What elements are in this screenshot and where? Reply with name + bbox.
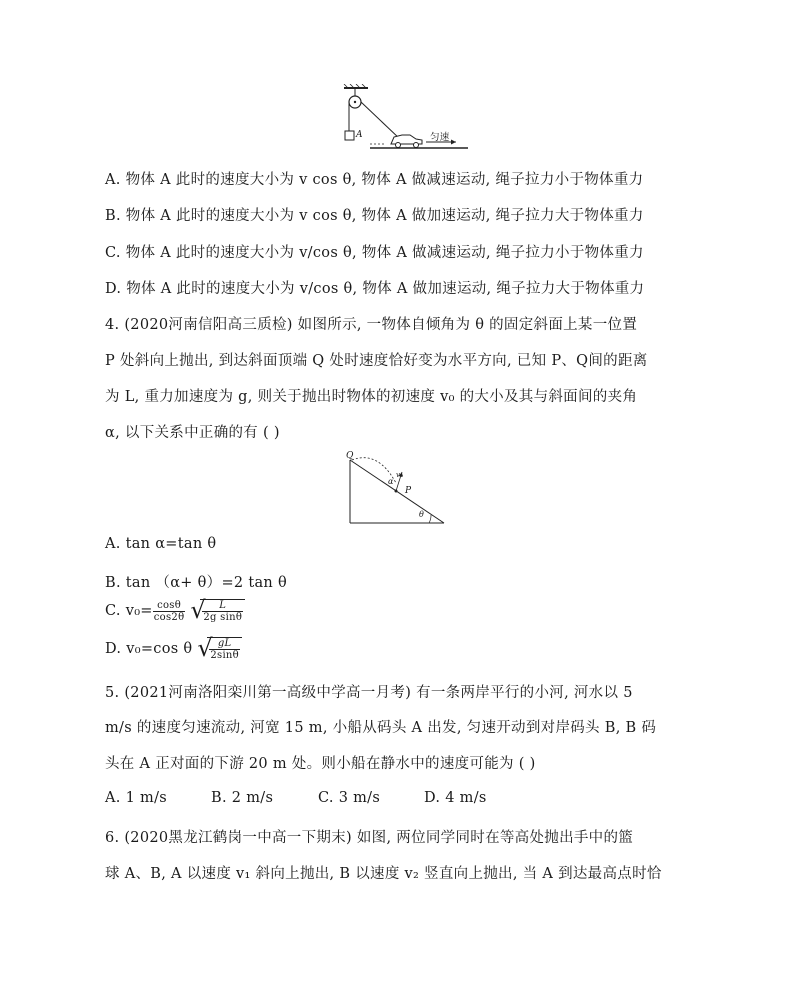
q4-option-d-rad-num: gL xyxy=(209,638,240,650)
q4-option-c-rad-num: L xyxy=(202,600,243,612)
q4-option-d xyxy=(105,634,242,662)
q4-option-c xyxy=(105,596,245,624)
q4-line-1: 4. (2020河南信阳高三质检) 如图所示, 一物体自倾角为 θ 的固定斜面上某一位置 xyxy=(105,317,638,333)
speed-label: 匀速 xyxy=(430,132,450,143)
q5-option-c: C. 3 m/s xyxy=(318,790,381,806)
q4-option-c-rad-den: 2g sinθ xyxy=(203,612,243,623)
label-theta: θ xyxy=(419,510,425,519)
incline-figure xyxy=(343,448,449,528)
q4-option-a: A. tan α=tan θ xyxy=(105,536,217,552)
q4-option-c-prefix: C. v₀= xyxy=(105,603,153,619)
q5-line-3: 头在 A 正对面的下游 20 m 处。则小船在静水中的速度可能为 ( ) xyxy=(105,756,536,772)
label-v0: v₀ xyxy=(396,471,404,479)
q3-option-b: B. 物体 A 此时的速度大小为 v cos θ, 物体 A 做加速运动, 绳子拉力大于物体重力 xyxy=(105,208,644,224)
q5-option-b: B. 2 m/s xyxy=(211,790,274,806)
q4-line-4: α, 以下关系中正确的有 ( ) xyxy=(105,425,280,441)
q6-line-1: 6. (2020黑龙江鹤岗一中高一下期末) 如图, 两位同学同时在等高处抛出手中的篮 xyxy=(105,830,634,846)
q4-option-d-prefix: D. v₀=cos θ xyxy=(105,641,193,657)
pulley-car-figure xyxy=(336,84,476,154)
q4-option-b: B. tan （α+ θ）=2 tan θ xyxy=(105,575,288,591)
q4-option-c-fraction xyxy=(153,600,186,623)
q5-line-1: 5. (2021河南洛阳栾川第一高级中学高一月考) 有一条两岸平行的小河, 河水以 5 xyxy=(105,685,633,701)
q3-option-d: D. 物体 A 此时的速度大小为 v/cos θ, 物体 A 做加速运动, 绳子拉力大于物体重力 xyxy=(105,281,645,297)
q5-option-a: A. 1 m/s xyxy=(105,790,167,806)
q3-option-a: A. 物体 A 此时的速度大小为 v cos θ, 物体 A 做减速运动, 绳子拉力小于物体重力 xyxy=(105,172,644,188)
q6-line-2: 球 A、B, A 以速度 v₁ 斜向上抛出, B 以速度 v₂ 竖直向上抛出, 当 A 到达最高点时恰 xyxy=(105,866,662,882)
q4-option-d-radical: √ $\frac{gL}{2\sin\theta}$ xyxy=(197,637,242,661)
q4-option-c-frac-num: cosθ xyxy=(153,600,186,612)
q4-line-2: P 处斜向上抛出, 到达斜面顶端 Q 处时速度恰好变为水平方向, 已知 P、Q间的距离 xyxy=(105,353,648,369)
q5-option-d: D. 4 m/s xyxy=(424,790,487,806)
q4-option-c-radical: √ $\frac{L}{\text{2g sinθ}}$ xyxy=(190,599,245,623)
q3-option-c: C. 物体 A 此时的速度大小为 v/cos θ, 物体 A 做减速运动, 绳子拉力小于物体重力 xyxy=(105,245,644,261)
q5-line-2: m/s 的速度匀速流动, 河宽 15 m, 小船从码头 A 出发, 匀速开动到对岸码头 B, B 码 xyxy=(105,720,657,736)
label-q: Q xyxy=(346,451,354,461)
label-p: P xyxy=(405,486,412,496)
block-label: A xyxy=(356,130,363,140)
q4-option-d-rad-den: 2sinθ xyxy=(210,650,239,661)
label-alpha: α xyxy=(388,477,394,486)
q4-option-c-frac-den: cos2θ xyxy=(153,611,185,623)
q4-line-3: 为 L, 重力加速度为 g, 则关于抛出时物体的初速度 v₀ 的大小及其与斜面间的夹角 xyxy=(105,389,638,405)
